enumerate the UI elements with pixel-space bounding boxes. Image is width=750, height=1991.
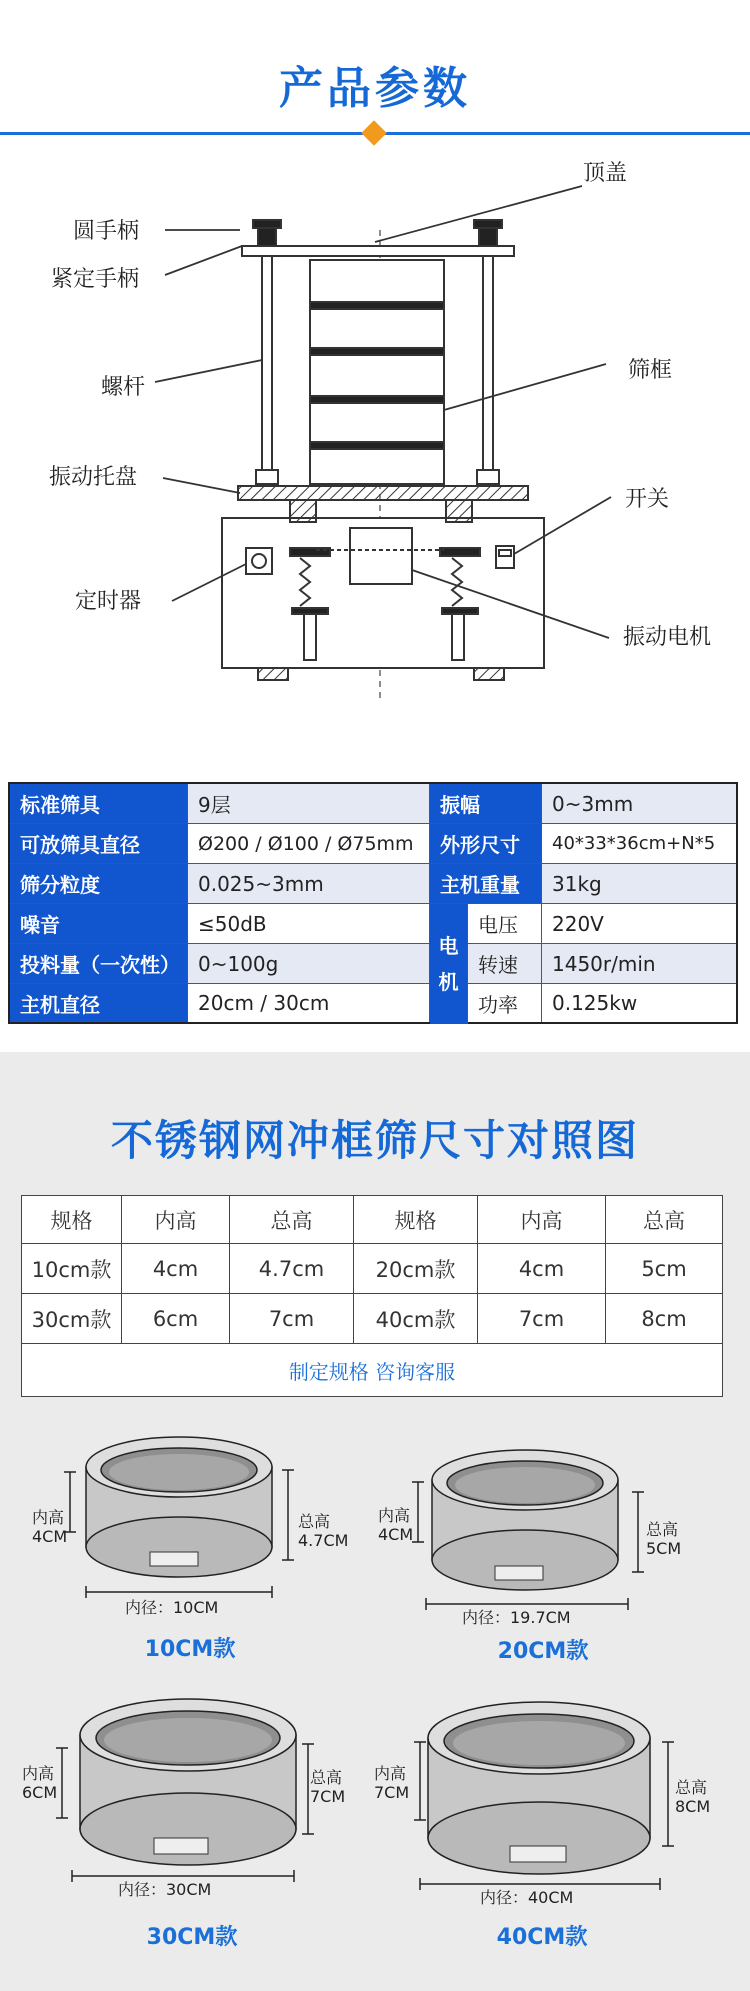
spec-table — [8, 782, 738, 1024]
total-height-label: 总高 — [310, 1768, 343, 1787]
total-height-value: 8CM — [675, 1797, 711, 1816]
size-cell: 30cm款 — [22, 1294, 122, 1344]
sieve-30cm — [20, 1680, 360, 1970]
page-header — [0, 0, 750, 150]
spec-key: 主机重量 — [430, 864, 542, 904]
size-cell: 5cm — [606, 1244, 722, 1294]
spec-value: 0.125kw — [552, 991, 638, 1015]
spec-value: 40*33*36cm+N*5 — [542, 824, 736, 864]
sieve-caption: 20CM款 — [497, 1639, 589, 1664]
label-timer: 定时器 — [75, 589, 142, 614]
label-screw-rod: 螺杆 — [101, 375, 146, 400]
size-cell: 4cm — [122, 1244, 230, 1294]
diameter-label: 内径：40CM — [480, 1888, 574, 1907]
diameter-label: 内径：10CM — [125, 1598, 219, 1617]
diameter-label: 内径：19.7CM — [462, 1608, 571, 1627]
size-header: 规格 — [22, 1196, 122, 1244]
size-cell: 4cm — [478, 1244, 606, 1294]
sieve-caption: 10CM款 — [144, 1637, 236, 1662]
spec-key: 转速 — [468, 944, 542, 984]
motor-label-char: 电 — [438, 934, 459, 958]
spec-key: 电压 — [468, 904, 542, 944]
spec-value: 31kg — [542, 864, 736, 904]
size-header: 总高 — [230, 1196, 354, 1244]
spec-value: 0.025~3mm — [188, 864, 430, 904]
label-sieve-frame: 筛框 — [628, 358, 673, 383]
size-cell: 10cm款 — [22, 1244, 122, 1294]
spec-key: 主机直径 — [10, 984, 188, 1022]
inner-height-label: 内高 — [32, 1508, 65, 1527]
sieve-20cm — [370, 1432, 710, 1672]
spec-key: 可放筛具直径 — [10, 824, 188, 864]
motor-group-label — [430, 904, 468, 1024]
size-cell: 4.7cm — [230, 1244, 354, 1294]
spec-value: 0~100g — [188, 944, 430, 984]
total-height-value: 4.7CM — [298, 1531, 349, 1550]
inner-height-value: 4CM — [378, 1525, 414, 1544]
spec-key: 筛分粒度 — [10, 864, 188, 904]
total-height-label: 总高 — [646, 1520, 679, 1539]
spec-key: 外形尺寸 — [430, 824, 542, 864]
total-height-value: 7CM — [310, 1787, 346, 1806]
motor-label-char: 机 — [438, 970, 459, 994]
label-round-handle: 圆手柄 — [73, 219, 140, 244]
spec-value: 9层 — [188, 784, 430, 824]
label-top-cover: 顶盖 — [583, 161, 628, 186]
diamond-icon — [361, 120, 386, 145]
inner-height-label: 内高 — [374, 1764, 407, 1783]
size-cell: 7cm — [230, 1294, 354, 1344]
total-height-label: 总高 — [298, 1512, 331, 1531]
total-height-label: 总高 — [675, 1778, 708, 1797]
sieve-10cm — [30, 1432, 360, 1672]
spec-key: 功率 — [468, 984, 542, 1022]
product-diagram — [0, 150, 750, 710]
total-height-value: 5CM — [646, 1539, 682, 1558]
size-cell: 7cm — [478, 1294, 606, 1344]
sieve-40cm — [370, 1680, 720, 1970]
size-cell: 20cm款 — [354, 1244, 478, 1294]
size-table — [21, 1195, 723, 1397]
label-vibration-motor: 振动电机 — [623, 625, 712, 650]
inner-height-value: 4CM — [32, 1527, 68, 1546]
label-tighten-handle: 紧定手柄 — [51, 267, 140, 292]
size-cell: 8cm — [606, 1294, 722, 1344]
sieve-caption: 30CM款 — [146, 1925, 238, 1950]
spec-value: Ø200 / Ø100 / Ø75mm — [188, 824, 430, 864]
spec-value: 20cm / 30cm — [188, 984, 430, 1022]
spec-value: ≤50dB — [188, 904, 430, 944]
spec-value: 220V — [542, 904, 736, 944]
inner-height-value: 6CM — [22, 1783, 58, 1802]
size-header: 总高 — [606, 1196, 722, 1244]
size-header: 规格 — [354, 1196, 478, 1244]
spec-key: 投料量（一次性） — [10, 944, 188, 984]
size-header: 内高 — [122, 1196, 230, 1244]
sieve-40cm-drawing — [370, 1680, 720, 1920]
custom-size-note[interactable]: 制定规格 咨询客服 — [288, 1359, 456, 1384]
size-section-title: 不锈钢网冲框筛尺寸对照图 — [110, 1116, 639, 1165]
spec-value: 0~3mm — [542, 784, 736, 824]
label-switch: 开关 — [625, 487, 670, 512]
spec-key: 标准筛具 — [10, 784, 188, 824]
spec-value: 1450r/min — [542, 944, 736, 984]
spec-key: 振幅 — [430, 784, 542, 824]
size-cell: 40cm款 — [354, 1294, 478, 1344]
inner-height-label: 内高 — [22, 1764, 55, 1783]
diameter-label: 内径：30CM — [118, 1880, 212, 1899]
inner-height-value: 7CM — [374, 1783, 410, 1802]
sieve-caption: 40CM款 — [496, 1925, 588, 1950]
size-cell: 6cm — [122, 1294, 230, 1344]
spec-key: 噪音 — [10, 904, 188, 944]
label-vibration-tray: 振动托盘 — [49, 465, 138, 490]
page-title: 产品参数 — [279, 63, 471, 114]
size-header: 内高 — [478, 1196, 606, 1244]
inner-height-label: 内高 — [378, 1506, 411, 1525]
